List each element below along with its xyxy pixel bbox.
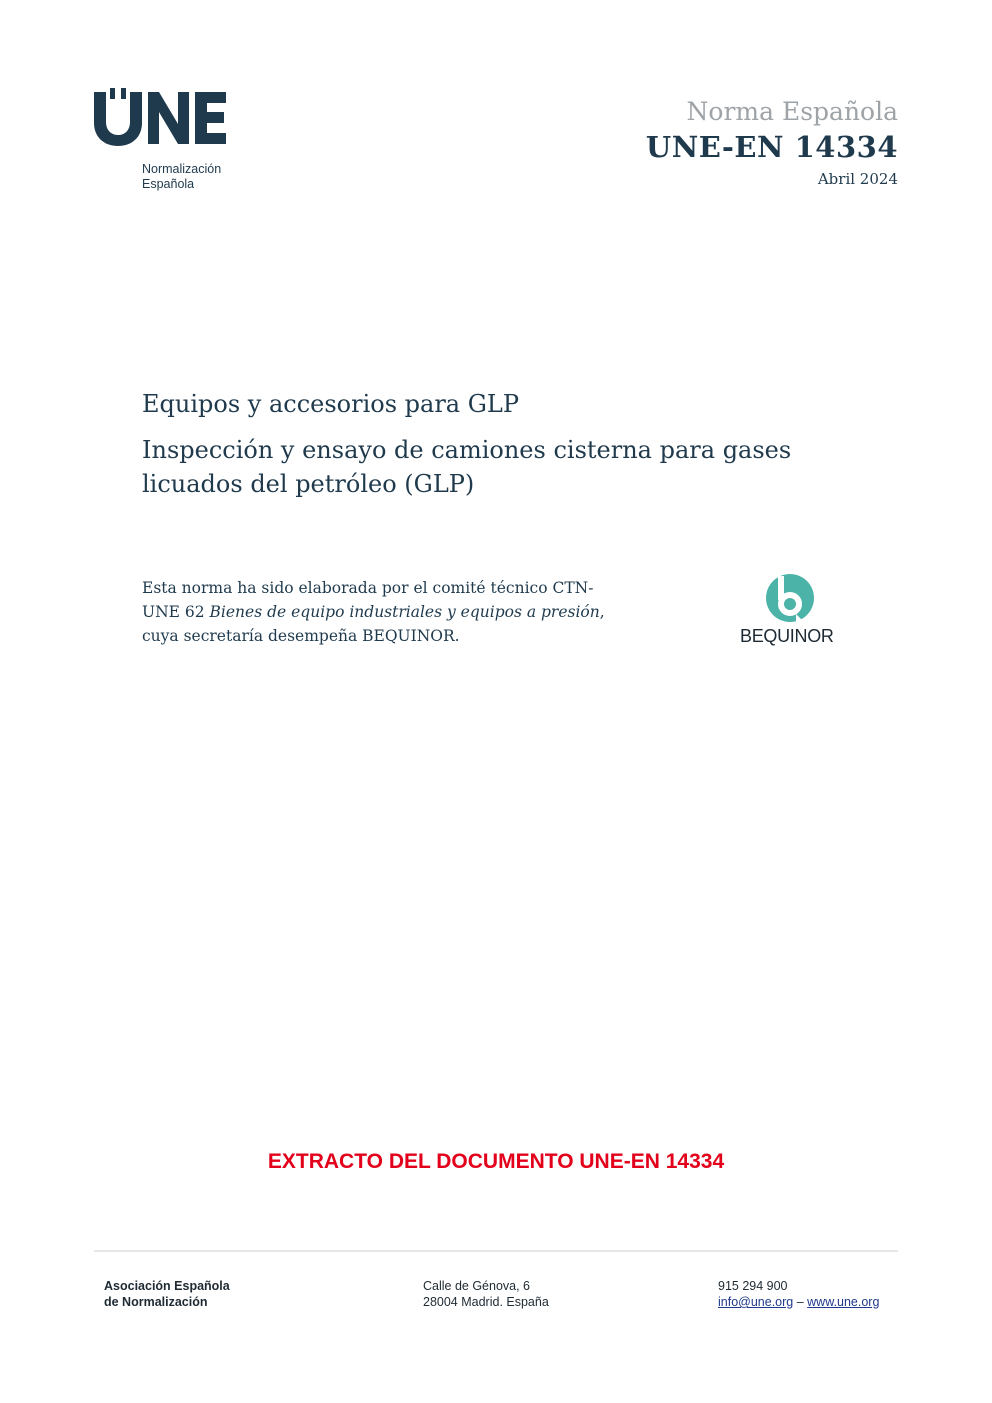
footer-address-line1: Calle de Génova, 6 [423, 1279, 531, 1293]
footer-link-separator: – [793, 1295, 808, 1309]
footer-org-line2: de Normalización [104, 1295, 208, 1309]
une-logo [92, 88, 242, 198]
footer-phone: 915 294 900 [718, 1279, 788, 1293]
une-subtitle [142, 162, 221, 192]
committee-text-a: Esta norma ha sido elaborada por el comité técnico CTN-UNE 62 [142, 579, 594, 621]
footer-links [718, 1294, 879, 1310]
une-subtitle-line1: Normalización [142, 162, 222, 176]
standard-code: UNE-EN 14334 [645, 130, 898, 164]
footer-website-link[interactable]: www.une.org [807, 1295, 880, 1309]
committee-text-b: , cuya secretaría desempeña BEQUINOR. [142, 603, 605, 645]
document-title-general: Equipos y accesorios para GLP [142, 390, 520, 418]
bequinor-mark-icon [738, 572, 848, 626]
footer-org-line1: Asociación Española [104, 1279, 230, 1293]
une-subtitle-line2: Española [142, 177, 195, 191]
footer-contact [718, 1278, 879, 1310]
committee-name-italic: Bienes de equipo industriales y equipos a presión [209, 603, 600, 621]
bequinor-logo [738, 572, 848, 652]
publication-date: Abril 2024 [817, 170, 898, 188]
extract-notice: EXTRACTO DEL DOCUMENTO UNE-EN 14334 [267, 1150, 725, 1173]
document-title-block [142, 386, 882, 501]
footer-email-link[interactable]: info@une.org [718, 1295, 794, 1309]
document-title-specific: Inspección y ensayo de camiones cisterna para gases licuados del petróleo (GLP) [142, 436, 792, 498]
footer-address [423, 1278, 549, 1310]
standard-type-label: Norma Española [686, 97, 898, 126]
standard-header [646, 96, 898, 192]
footer-divider [94, 1250, 898, 1252]
footer-address-line2: 28004 Madrid. España [423, 1295, 549, 1309]
une-wordmark-icon [92, 88, 228, 148]
committee-statement [142, 576, 612, 648]
footer-organization [104, 1278, 230, 1310]
bequinor-wordmark: BEQUINOR [740, 626, 834, 646]
